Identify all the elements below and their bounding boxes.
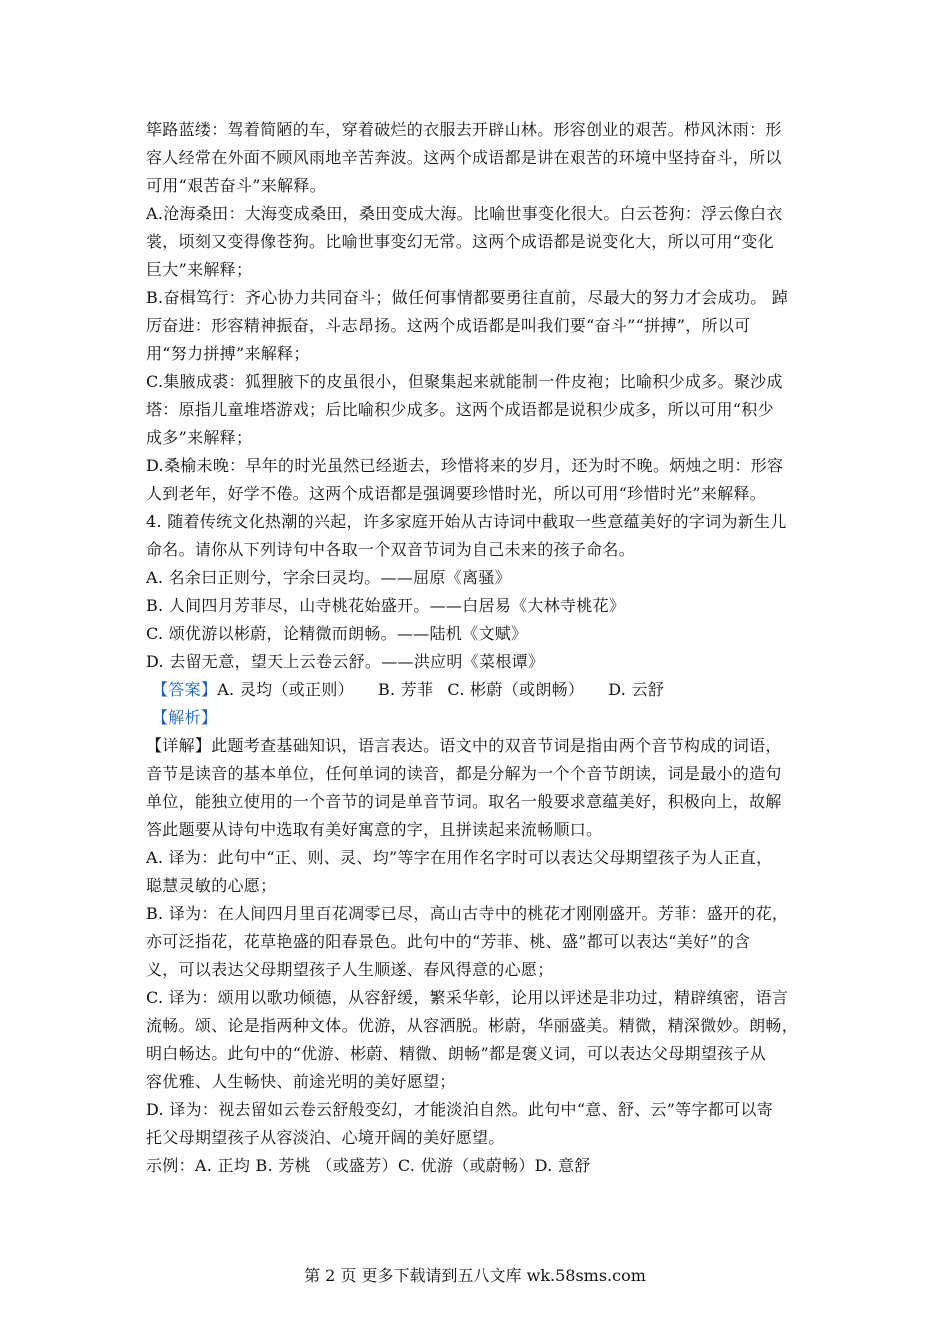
text-line: 成多”来解释；	[146, 428, 253, 447]
answer-c: C. 彬蔚（或朗畅）	[447, 680, 585, 699]
analysis-tag: 【解析】	[152, 708, 218, 727]
text-line: 塔：原指儿童堆塔游戏；后比喻积少成多。这两个成语都是说积少成多，所以可用“积少	[146, 400, 774, 419]
text-line: 筚路蓝缕：驾着简陋的车，穿着破烂的衣服去开辟山林。形容创业的艰苦。栉风沐雨：形	[146, 120, 782, 139]
detail-tag: 【详解】	[146, 736, 212, 755]
text-line: A.沧海桑田：大海变成桑田，桑田变成大海。比喻世事变化很大。白云苍狗：浮云像白衣	[146, 204, 783, 223]
option-b: B. 人间四月芳菲尽，山寺桃花始盛开。——白居易《大林寺桃花》	[146, 596, 626, 615]
text-line: B.奋楫笃行：齐心协力共同奋斗；做任何事情都要勇往直前，尽最大的努力才会成功。 踔	[146, 288, 789, 307]
text-line: 人到老年，好学不倦。这两个成语都是强调要珍惜时光，所以可用“珍惜时光”来解释。	[146, 484, 767, 503]
text-line: 可用“艰苦奋斗”来解释。	[146, 176, 326, 195]
answer-d: D. 云舒	[608, 680, 665, 699]
detail-line	[146, 732, 808, 760]
text-line: 明白畅达。此句中的“优游、彬蔚、精微、朗畅”都是褒义词，可以表达父母期望孩子从	[146, 1044, 767, 1063]
text-line: 流畅。颂、论是指两种文体。优游，从容洒脱。彬蔚，华丽盛美。精微，精深微妙。朗畅，	[146, 1016, 799, 1035]
text-line: B. 译为：在人间四月里百花凋零已尽，高山古寺中的桃花才刚刚盛开。芳菲：盛开的花，	[146, 904, 789, 923]
text-line: 聪慧灵敏的心愿；	[146, 876, 277, 895]
text-line: 托父母期望孩子从容淡泊、心境开阔的美好愿望。	[146, 1128, 505, 1147]
text-line: C. 译为：颂用以歌功倾德，从容舒缓，繁采华彰，论用以评述是非功过，精辟缜密，语言	[146, 988, 789, 1007]
text-line: 义，可以表达父母期望孩子人生顺遂、春风得意的心愿；	[146, 960, 554, 979]
text-line: D. 译为：视去留如云卷云舒般变幻，才能淡泊自然。此句中“意、舒、云”等字都可以寄	[146, 1100, 774, 1119]
text-line: 答此题要从诗句中选取有美好寓意的字，且拼读起来流畅顺口。	[146, 820, 603, 839]
option-d: D. 去留无意，望天上云卷云舒。——洪应明《菜根谭》	[146, 652, 545, 671]
text-line: 用“努力拼搏”来解释；	[146, 344, 310, 363]
page-footer: 第 2 页 更多下载请到五八文库 wk.58sms.com	[304, 1266, 646, 1285]
answer-b: B. 芳菲	[377, 680, 434, 699]
text-line: 音节是读音的基本单位，任何单词的读音，都是分解为一个个音节朗读，词是最小的造句	[146, 764, 782, 783]
answer-a: A. 灵均（或正则）	[217, 680, 354, 699]
page-content	[146, 116, 808, 1180]
question-4-stem: 命名。请你从下列诗句中各取一个双音节词为自己未来的孩子命名。	[146, 540, 636, 559]
text-line: 亦可泛指花，花草艳盛的阳春景色。此句中的“芳菲、桃、盛”都可以表达“美好”的含	[146, 932, 751, 951]
option-a: A. 名余曰正则兮，字余曰灵均。——屈原《离骚》	[146, 568, 511, 587]
text-line: 裳，顷刻又变得像苍狗。比喻世事变幻无常。这两个成语都是说变化大，所以可用“变化	[146, 232, 774, 251]
analysis-line	[146, 704, 808, 732]
text-line: 容优雅、人生畅快、前途光明的美好愿望；	[146, 1072, 456, 1091]
detail-text: 此题考查基础知识，语言表达。语文中的双音节词是指由两个音节构成的词语，	[211, 736, 782, 755]
answer-line	[146, 676, 808, 704]
option-c: C. 颂优游以彬蔚，论精微而朗畅。——陆机《文赋》	[146, 624, 528, 643]
text-line: 厉奋进：形容精神振奋，斗志昂扬。这两个成语都是叫我们要“奋斗”“拼搏”，所以可	[146, 316, 751, 335]
text-line: D.桑榆未晚：早年的时光虽然已经逝去，珍惜将来的岁月，还为时不晚。炳烛之明：形容	[146, 456, 784, 475]
example-line: 示例：A. 正均 B. 芳桃 （或盛芳）C. 优游（或蔚畅）D. 意舒	[146, 1156, 591, 1175]
question-4-stem: 4. 随着传统文化热潮的兴起，许多家庭开始从古诗词中截取一些意蕴美好的字词为新生儿	[146, 512, 787, 531]
text-line: 容人经常在外面不顾风雨地辛苦奔波。这两个成语都是讲在艰苦的环境中坚持奋斗，所以	[146, 148, 782, 167]
text-line: C.集腋成裘：狐狸腋下的皮虽很小，但聚集起来就能制一件皮袍；比喻积少成多。聚沙成	[146, 372, 783, 391]
text-line: A. 译为：此句中“正、则、灵、均”等字在用作名字时可以表达父母期望孩子为人正直，	[146, 848, 773, 867]
text-line: 巨大”来解释；	[146, 260, 253, 279]
text-line: 单位，能独立使用的一个音节的词是单音节词。取名一般要求意蕴美好，积极向上，故解	[146, 792, 782, 811]
answer-tag: 【答案】	[152, 680, 218, 699]
